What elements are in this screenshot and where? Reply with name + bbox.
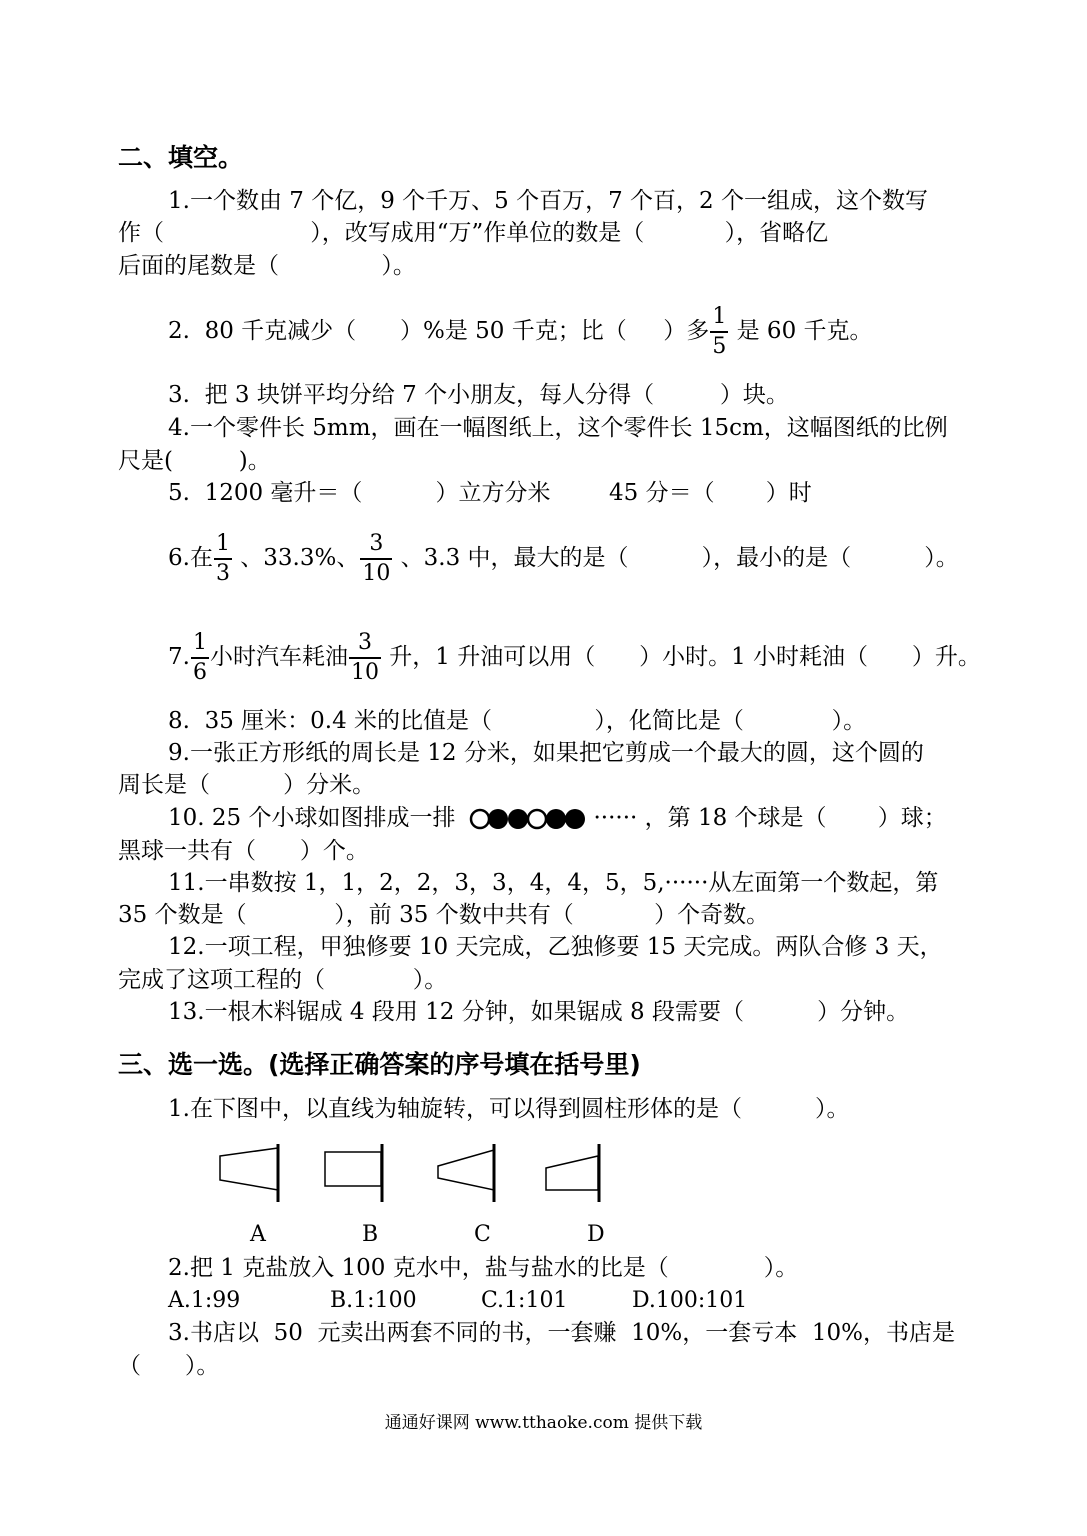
q7-fraction-2 xyxy=(349,629,381,687)
q7-denominator-2: 10 xyxy=(350,660,379,685)
q9-line1: 9.一张正方形纸的周长是 12 分米，如果把它剪成一个最大的圆，这个圆的 xyxy=(168,740,924,766)
shape-label-a: A xyxy=(250,1222,266,1247)
s3-q3-line1: 3.书店以 50 元卖出两套不同的书，一套赚 10%，一套亏本 10%，书店是 xyxy=(168,1320,955,1346)
q6-numerator-2: 3 xyxy=(360,530,392,560)
rotation-shapes-figure xyxy=(210,1140,610,1206)
s3-q2-option-c: C.1:101 xyxy=(481,1288,568,1313)
black-ball-icon xyxy=(508,809,528,829)
shape-label-d: D xyxy=(587,1222,605,1247)
q6-numerator-1: 1 xyxy=(214,530,232,560)
q10-line2: 黑球一共有（ ）个。 xyxy=(118,838,369,864)
black-ball-icon xyxy=(546,809,566,829)
shape-a xyxy=(220,1144,278,1202)
q13: 13.一根木料锯成 4 段用 12 分钟，如果锯成 8 段需要（ ）分钟。 xyxy=(168,999,910,1025)
shape-b xyxy=(325,1144,382,1202)
q7-fraction-1 xyxy=(191,629,209,687)
q6 xyxy=(168,525,959,591)
q3: 3. 把 3 块饼平均分给 7 个小朋友，每人分得（ ）块。 xyxy=(168,382,789,408)
section-2-title: 二、填空。 xyxy=(118,143,244,172)
q6-denominator-1: 3 xyxy=(215,561,230,586)
q2-numerator: 1 xyxy=(710,303,728,333)
white-ball-icon xyxy=(471,810,489,828)
q7-numerator-2: 3 xyxy=(349,629,381,659)
s3-q2-option-a: A.1:99 xyxy=(168,1288,241,1313)
shape-label-c: C xyxy=(474,1222,491,1247)
s3-q2-option-d: D.100:101 xyxy=(632,1288,748,1313)
q10-text-b: ······ ，第 18 个球是（ ）球； xyxy=(593,805,947,831)
q2-denominator: 5 xyxy=(712,334,727,359)
white-ball-icon xyxy=(528,810,546,828)
q6-text-a: 6.在 xyxy=(168,545,213,571)
q6-fraction-1 xyxy=(214,530,232,588)
q1-line3: 后面的尾数是（ ）。 xyxy=(118,253,416,279)
q2-text-a: 2. 80 千克减少（ ）%是 50 千克；比（ ）多 xyxy=(168,318,710,344)
q1-line1: 1.一个数由 7 个亿，9 个千万、5 个百万，7 个百，2 个一组成，这个数写 xyxy=(168,188,928,214)
s3-q1: 1.在下图中，以直线为轴旋转，可以得到圆柱形体的是（ ）。 xyxy=(168,1096,850,1122)
section-3-title: 三、选一选。(选择正确答案的序号填在括号里) xyxy=(118,1050,641,1079)
q11-line1: 11.一串数按 1，1，2，2，3，3，4，4，5，5,······从左面第一个数起，第 xyxy=(168,870,939,896)
q7-denominator-1: 6 xyxy=(192,660,207,685)
q6-text-b: 、33.3%、 xyxy=(232,545,360,571)
page-footer: 通通好课网 www.tthaoke.com 提供下载 xyxy=(384,1413,703,1433)
q6-text-c: 、3.3 中，最大的是（ ），最小的是（ ）。 xyxy=(393,545,959,571)
q10-text-a: 10. 25 个小球如图排成一排 xyxy=(168,805,456,831)
q12-line1: 12.一项工程，甲独修要 10 天完成，乙独修要 15 天完成。两队合修 3 天， xyxy=(168,934,943,960)
q7-text-b: 小时汽车耗油 xyxy=(209,644,348,670)
q7-text-c: 升，1 升油可以用（ ）小时。1 小时耗油（ ）升。 xyxy=(381,644,981,670)
q6-fraction-2 xyxy=(360,530,392,588)
black-ball-icon xyxy=(488,809,508,829)
q10-line1 xyxy=(168,803,947,833)
q5: 5. 1200 毫升＝（ ）立方分米 45 分＝（ ）时 xyxy=(168,480,812,506)
q11-line2: 35 个数是（ ），前 35 个数中共有（ ）个奇数。 xyxy=(118,902,770,928)
q9-line2: 周长是（ ）分米。 xyxy=(118,772,376,798)
ball-row-figure xyxy=(469,808,587,830)
q4-line1: 4.一个零件长 5mm，画在一幅图纸上，这个零件长 15cm，这幅图纸的比例 xyxy=(168,415,948,441)
s3-q3-line2: （ ）。 xyxy=(118,1353,220,1379)
q2 xyxy=(168,298,873,364)
s3-q2: 2.把 1 克盐放入 100 克水中，盐与盐水的比是（ ）。 xyxy=(168,1255,799,1281)
q7-numerator-1: 1 xyxy=(191,629,209,659)
q1-line2: 作（ ），改写成用“万”作单位的数是（ ），省略亿 xyxy=(118,220,829,246)
shape-label-b: B xyxy=(362,1222,379,1247)
q7 xyxy=(168,624,981,690)
q2-fraction xyxy=(710,303,728,361)
q6-denominator-2: 10 xyxy=(362,561,391,586)
shape-d xyxy=(546,1144,599,1202)
black-ball-icon xyxy=(565,809,585,829)
shape-c xyxy=(438,1144,494,1202)
q2-text-b: 是 60 千克。 xyxy=(729,318,873,344)
q12-line2: 完成了这项工程的（ ）。 xyxy=(118,967,448,993)
q8: 8. 35 厘米：0.4 米的比值是（ ），化简比是（ ）。 xyxy=(168,708,867,734)
q4-line2: 尺是( )。 xyxy=(118,448,271,474)
q7-text-a: 7. xyxy=(168,644,190,670)
s3-q2-option-b: B.1:100 xyxy=(330,1288,417,1313)
